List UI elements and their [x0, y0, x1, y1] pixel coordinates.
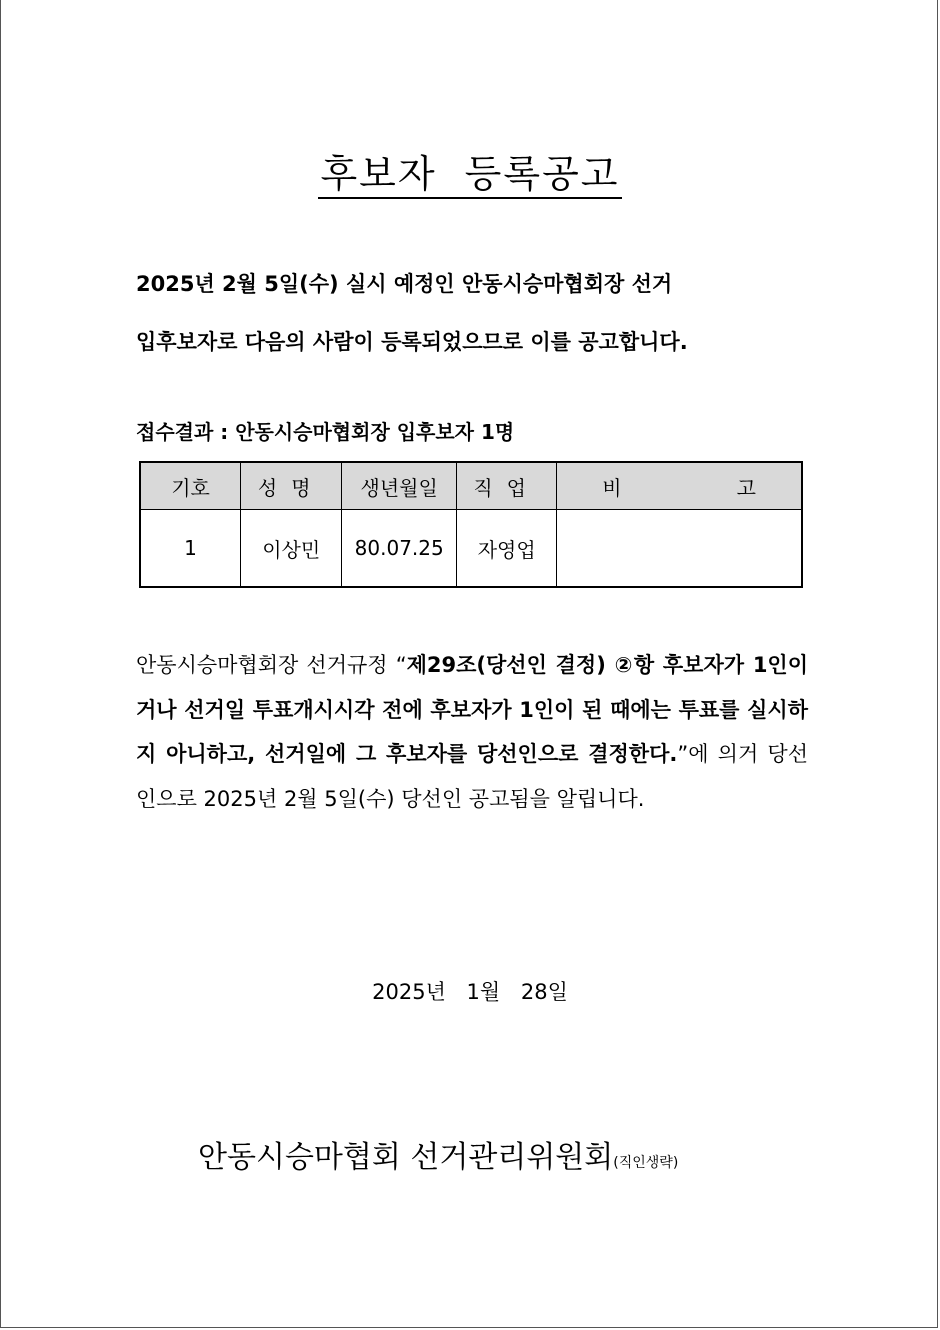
issuer-name: 안동시승마협회 선거관리위원회: [198, 1140, 614, 1175]
document-title: [0, 152, 940, 199]
header-remarks-a: 비: [602, 475, 622, 500]
announcement-date: 2025년 1월 28일: [372, 980, 568, 1004]
issuer-line: [198, 1132, 678, 1176]
cell-remarks: [557, 510, 802, 588]
cell-birthdate: 80.07.25: [342, 510, 457, 588]
rules-clause: 제29조(당선인 결정) ②항 후보자가 1인이거나 선거일 투표개시시각 전에 후보자가 1인이 된 때에는 투표를 실시하지 아니하고, 선거일에 그 후보자를 당선인으로 결정한다.: [136, 653, 809, 766]
header-remarks-b: 고: [736, 475, 756, 500]
header-birthdate: 생년월일: [342, 462, 457, 510]
candidate-table-header: [140, 462, 802, 510]
intro-line-2: 입후보자로 다음의 사람이 등록되었으므로 이를 공고합니다.: [136, 330, 688, 354]
header-occupation: [457, 462, 557, 510]
document-title-text: 후보자 등록공고: [318, 153, 621, 199]
table-row: [140, 510, 802, 588]
rules-paragraph: [136, 643, 808, 821]
header-occupation-text: 직업: [473, 475, 540, 500]
seal-note: (직인생략): [613, 1155, 679, 1171]
header-number: 기호: [140, 462, 241, 510]
cell-number: 1: [140, 510, 241, 588]
header-remarks: [557, 462, 802, 510]
result-label: 접수결과 : 안동시승마협회장 입후보자 1명: [136, 420, 515, 444]
rules-suffix: ”에 의거 당선인으로 2025년 2월 5일(수) 당선인 공고됨을 알립니다.: [136, 742, 808, 811]
rules-prefix: 안동시승마협회장 선거규정 “: [136, 653, 407, 677]
intro-line-1: 2025년 2월 5일(수) 실시 예정인 안동시승마협회장 선거: [136, 272, 673, 296]
header-name-text: 성명: [257, 475, 325, 500]
cell-occupation: 자영업: [457, 510, 557, 588]
candidate-table: [139, 461, 803, 588]
cell-name: 이상민: [241, 510, 342, 588]
header-name: [241, 462, 342, 510]
